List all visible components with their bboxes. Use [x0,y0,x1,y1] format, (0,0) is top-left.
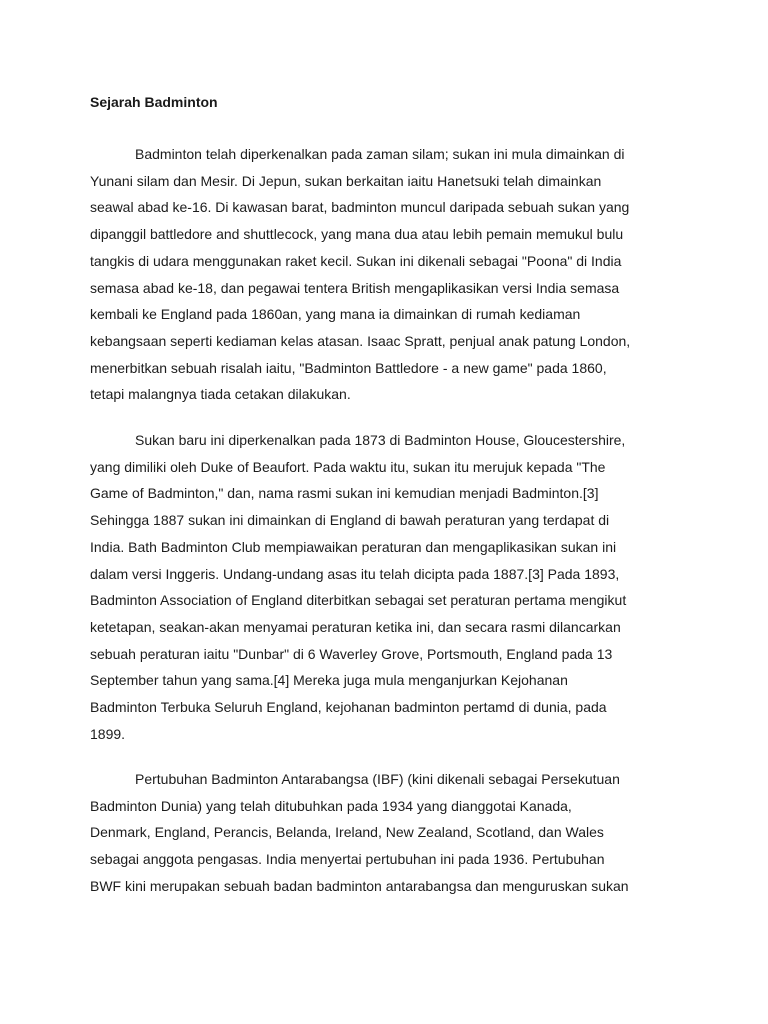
paragraph-3 [90,766,670,900]
paragraph-line: dalam versi Inggeris. Undang-undang asas itu telah dicipta pada 1887.[3] Pada 1893, [90,565,620,582]
paragraph-line: India. Bath Badminton Club mempiawaikan peraturan dan mengaplikasikan sukan ini [90,538,617,555]
paragraph-line: Pertubuhan Badminton Antarabangsa (IBF) (kini dikenali sebagai Persekutuan [135,771,620,787]
paragraph-line: 1899. [90,725,126,742]
paragraph-line: Sehingga 1887 sukan ini dimainkan di England di bawah peraturan yang terdapat di [90,512,610,529]
paragraph-line: Yunani silam dan Mesir. Di Jepun, sukan berkaitan iaitu Hanetsuki telah dimainkan [90,172,602,189]
document-title: Sejarah Badminton [90,94,218,110]
paragraph-line: menerbitkan sebuah risalah iaitu, "Badminton Battledore - a new game" pada 1860, [90,359,607,376]
paragraph-2 [90,427,670,747]
paragraph-line: sebuah peraturan iaitu "Dunbar" di 6 Waverley Grove, Portsmouth, England pada 13 [90,645,613,662]
paragraph-line: Badminton Association of England diterbitkan sebagai set peraturan pertama mengikut [90,592,627,609]
paragraph-line: Game of Badminton," dan, nama rasmi sukan ini kemudian menjadi Badminton.[3] [90,485,599,502]
paragraph-line: Badminton Dunia) yang telah ditubuhkan pada 1934 yang dianggotai Kanada, [90,797,572,814]
paragraph-line: dipanggil battledore and shuttlecock, yang mana dua atau lebih pemain memukul bulu [90,226,624,243]
paragraph-line: sebagai anggota pengasas. India menyertai pertubuhan ini pada 1936. Pertubuhan [90,851,605,868]
paragraph-line: semasa abad ke-18, dan pegawai tentera British mengaplikasikan versi India semasa [90,279,620,296]
paragraph-line: seawal abad ke-16. Di kawasan barat, badminton muncul daripada sebuah sukan yang [90,199,630,216]
paragraph-line: Badminton telah diperkenalkan pada zaman silam; sukan ini mula dimainkan di [135,146,625,162]
paragraph-line: kembali ke England pada 1860an, yang mana ia dimainkan di rumah kediaman [90,306,581,323]
paragraph-line: kebangsaan seperti kediaman kelas atasan. Isaac Spratt, penjual anak patung London, [90,332,631,349]
paragraph-line: tangkis di udara menggunakan raket kecil. Sukan ini dikenali sebagai "Poona" di India [90,252,622,269]
paragraph-line: September tahun yang sama.[4] Mereka juga mula menganjurkan Kejohanan [90,672,568,689]
paragraph-1 [90,141,670,408]
paragraph-line: Denmark, England, Perancis, Belanda, Ireland, New Zealand, Scotland, dan Wales [90,824,604,841]
paragraph-line: yang dimiliki oleh Duke of Beaufort. Pada waktu itu, sukan itu merujuk kepada "The [90,458,606,475]
paragraph-line: tetapi malangnya tiada cetakan dilakukan. [90,386,351,403]
paragraph-line: Badminton Terbuka Seluruh England, kejohanan badminton pertamd di dunia, pada [90,699,607,716]
paragraph-line: Sukan baru ini diperkenalkan pada 1873 di Badminton House, Gloucestershire, [135,432,626,448]
paragraph-line: ketetapan, seakan-akan menyamai peraturan ketika ini, dan secara rasmi dilancarkan [90,618,621,635]
paragraph-line: BWF kini merupakan sebuah badan badminton antarabangsa dan menguruskan sukan [90,877,629,894]
